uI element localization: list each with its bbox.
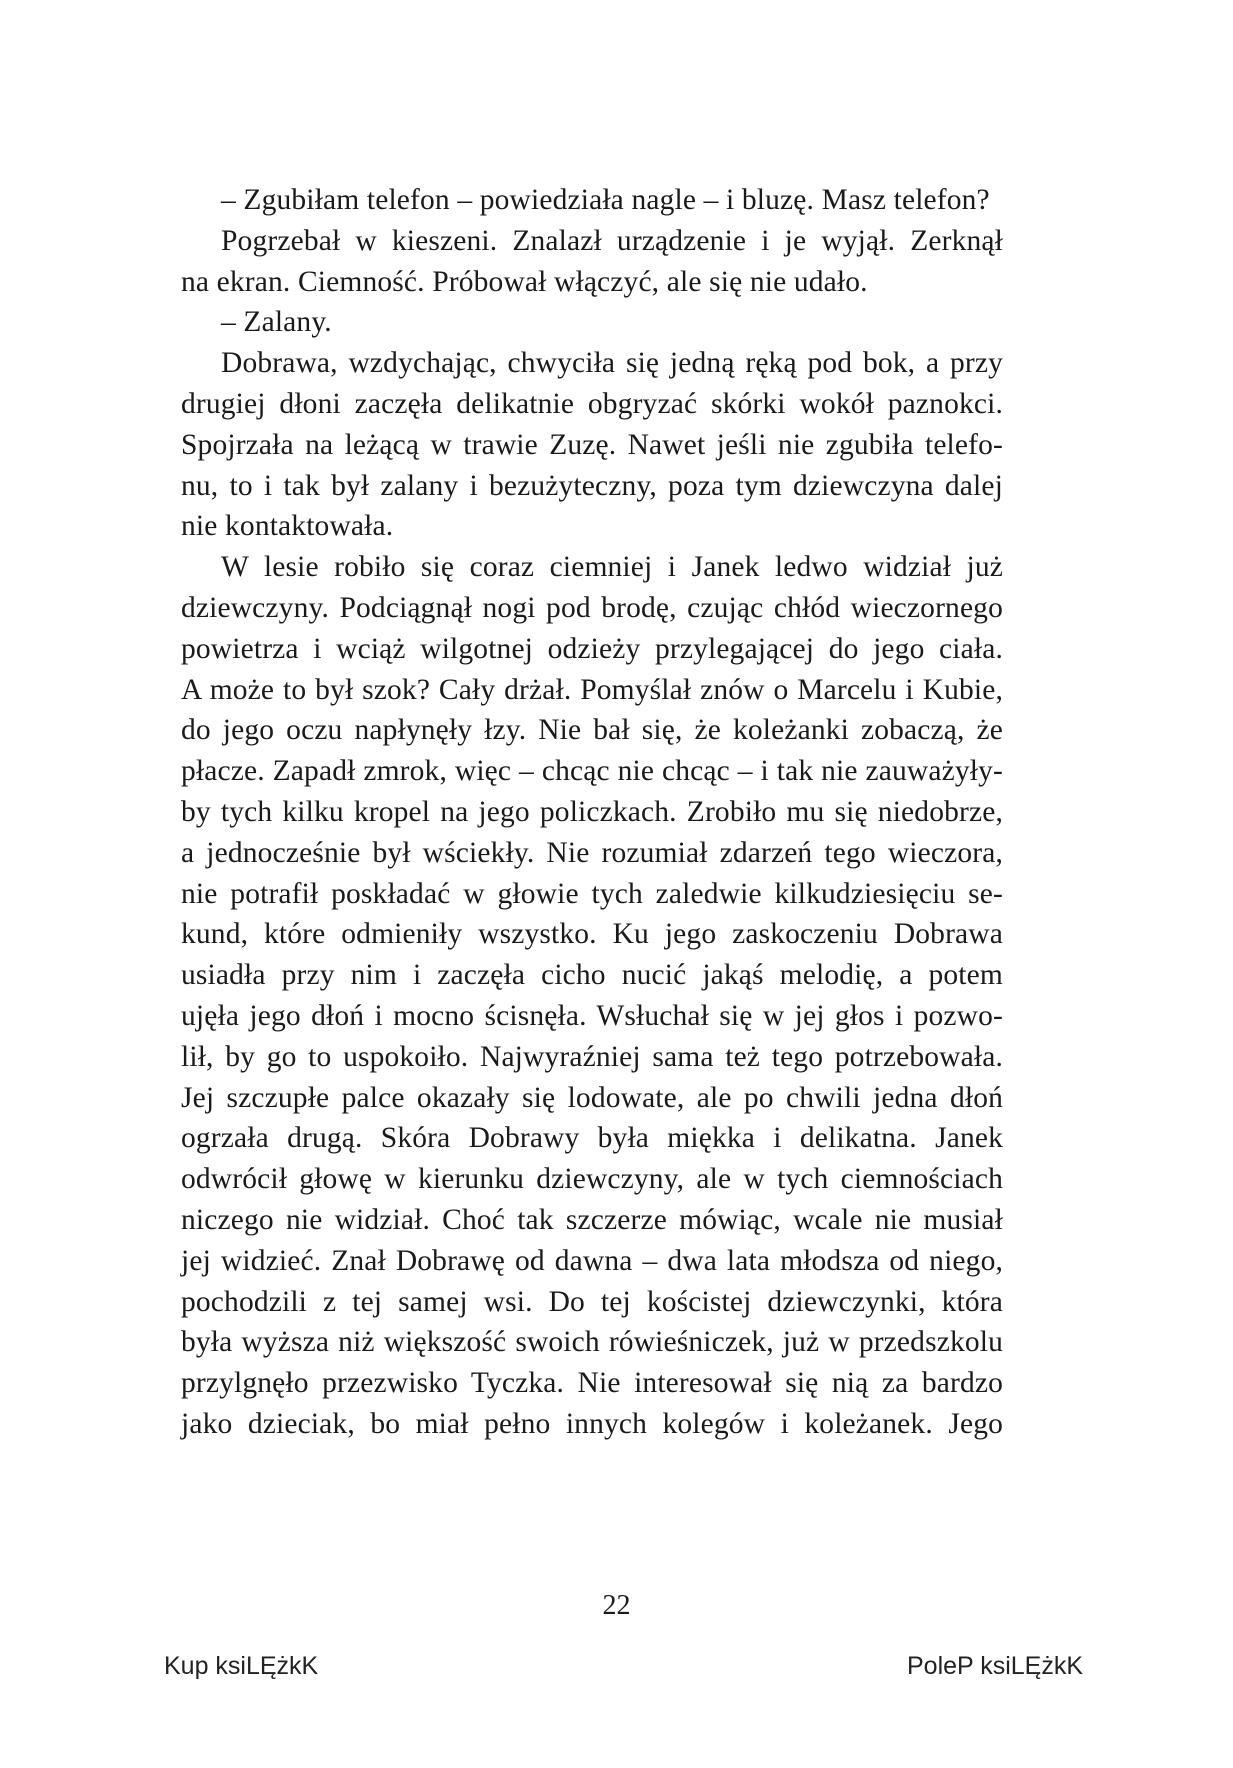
- text-line: a jednocześnie był wściekły. Nie rozumiał zdarzeń tego wieczora,: [181, 836, 1003, 869]
- text-line: Pogrzebał w kieszeni. Znalazł urządzenie i je wyjął. Zerknął: [221, 224, 1003, 257]
- text-line: pochodzili z tej samej wsi. Do tej kościstej dziewczynki, która: [181, 1285, 1003, 1318]
- text-line: Jej szczupłe palce okazały się lodowate, ale po chwili jedna dłoń: [181, 1081, 1003, 1114]
- text-line: jako dzieciak, bo miał pełno innych kolegów i koleżanek. Jego: [181, 1407, 1003, 1440]
- body-text: [181, 180, 1003, 1445]
- page-number: 22: [602, 1590, 631, 1621]
- text-line: kund, które odmieniły wszystko. Ku jego zaskoczeniu Dobrawa: [181, 918, 1003, 951]
- text-line: usiadła przy nim i zaczęła cicho nucić jakąś melodię, a potem: [181, 959, 1003, 992]
- text-line: była wyższa niż większość swoich rówieśniczek, już w przedszkolu: [181, 1326, 1003, 1359]
- text-line: nie potrafił poskładać w głowie tych zaledwie kilkudziesięciu se-: [181, 877, 1003, 910]
- text-line: ujęła jego dłoń i mocno ścisnęła. Wsłuchał się w jej głos i pozwo-: [181, 999, 1003, 1032]
- text-line: drugiej dłoni zaczęła delikatnie obgryzać skórki wokół paznokci.: [181, 387, 1003, 420]
- footer-recommend-book-link[interactable]: PoleP ksiLĘżkK: [906, 1652, 1083, 1680]
- text-line: na ekran. Ciemność. Próbował włączyć, ale się nie udało.: [181, 265, 868, 298]
- text-line: odwrócił głowę w kierunku dziewczyny, ale w tych ciemnościach: [181, 1163, 1003, 1196]
- text-line: Spojrzała na leżącą w trawie Zuzę. Nawet jeśli nie zgubiła telefo-: [181, 428, 1003, 461]
- text-line: ogrzała drugą. Skóra Dobrawy była miękka i delikatna. Janek: [181, 1122, 1003, 1155]
- text-line: W lesie robiło się coraz ciemniej i Janek ledwo widział już: [221, 551, 1003, 584]
- text-line: – Zgubiłam telefon – powiedziała nagle – i bluzę. Masz telefon?: [221, 184, 990, 216]
- text-line: dziewczyny. Podciągnął nogi pod brodę, czując chłód wieczornego: [181, 591, 1003, 624]
- footer-buy-book-link[interactable]: Kup ksiLĘżkK: [164, 1652, 319, 1680]
- text-line: powietrza i wciąż wilgotnej odzieży przylegającej do jego ciała.: [181, 632, 1003, 665]
- text-line: niczego nie widział. Choć tak szczerze mówiąc, wcale nie musiał: [181, 1203, 1003, 1236]
- text-line: by tych kilku kropel na jego policzkach. Zrobiło mu się niedobrze,: [181, 795, 1003, 828]
- text-line: płacze. Zapadł zmrok, więc – chcąc nie chcąc – i tak nie zauważyły-: [181, 755, 1003, 788]
- text-line: do jego oczu napłynęły łzy. Nie bał się, że koleżanki zobaczą, że: [181, 714, 1003, 747]
- text-line: – Zalany.: [221, 306, 332, 339]
- text-line: nu, to i tak był zalany i bezużyteczny, poza tym dziewczyna dalej: [181, 469, 1003, 502]
- text-line: lił, by go to uspokoiło. Najwyraźniej sama też tego potrzebowała.: [181, 1040, 1003, 1073]
- text-line: Dobrawa, wzdychając, chwyciła się jedną ręką pod bok, a przy: [221, 347, 1003, 380]
- text-line: nie kontaktowała.: [181, 510, 394, 543]
- text-line: przylgnęło przezwisko Tyczka. Nie interesował się nią za bardzo: [181, 1367, 1003, 1400]
- text-line: A może to był szok? Cały drżał. Pomyślał znów o Marcelu i Kubie,: [181, 673, 1003, 706]
- text-line: jej widzieć. Znał Dobrawę od dawna – dwa lata młodsza od niego,: [181, 1244, 1003, 1277]
